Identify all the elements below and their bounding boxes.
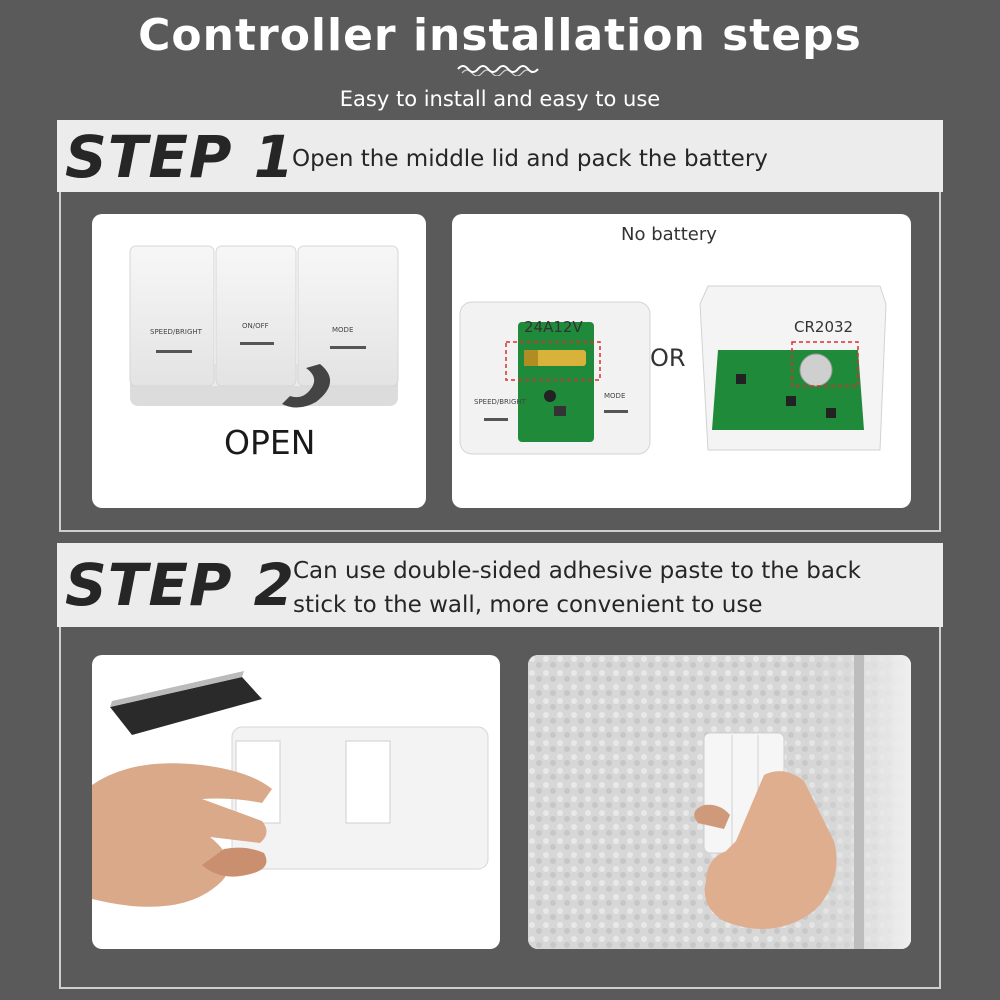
step1-open-lid-image bbox=[92, 214, 426, 508]
device-mode-label: MODE bbox=[604, 392, 626, 400]
page-subtitle: Easy to install and easy to use bbox=[339, 87, 661, 111]
step2-wall-mount-image bbox=[528, 655, 911, 949]
open-caption: OPEN bbox=[224, 423, 316, 462]
right-battery-label: CR2032 bbox=[794, 318, 854, 336]
switch-panel-illustration bbox=[92, 214, 426, 508]
no-battery-heading: No battery bbox=[621, 224, 717, 245]
step1-battery-image bbox=[452, 214, 911, 508]
on-off-label: ON/OFF bbox=[242, 322, 269, 330]
step1-bar bbox=[57, 120, 943, 192]
speed-bright-label: SPEED/BRIGHT bbox=[150, 328, 202, 336]
page-title: Controller installation steps bbox=[138, 10, 862, 61]
wall-mount-illustration bbox=[528, 655, 911, 949]
left-battery-label: 24A12V bbox=[524, 318, 583, 336]
squiggle-divider-icon bbox=[456, 62, 544, 76]
step2-number: STEP 2 bbox=[65, 551, 296, 619]
step2-bar bbox=[57, 543, 943, 627]
device-speed-bright-label: SPEED/BRIGHT bbox=[474, 398, 526, 406]
step2-adhesive-image bbox=[92, 655, 500, 949]
adhesive-hand-illustration bbox=[92, 655, 500, 949]
step2-description-line2: stick to the wall, more convenient to use bbox=[293, 592, 763, 618]
step1-number: STEP 1 bbox=[65, 123, 296, 191]
step1-description: Open the middle lid and pack the battery bbox=[292, 146, 768, 172]
or-separator: OR bbox=[650, 344, 686, 372]
mode-label: MODE bbox=[332, 326, 354, 334]
step2-description-line1: Can use double-sided adhesive paste to the back bbox=[293, 558, 861, 584]
